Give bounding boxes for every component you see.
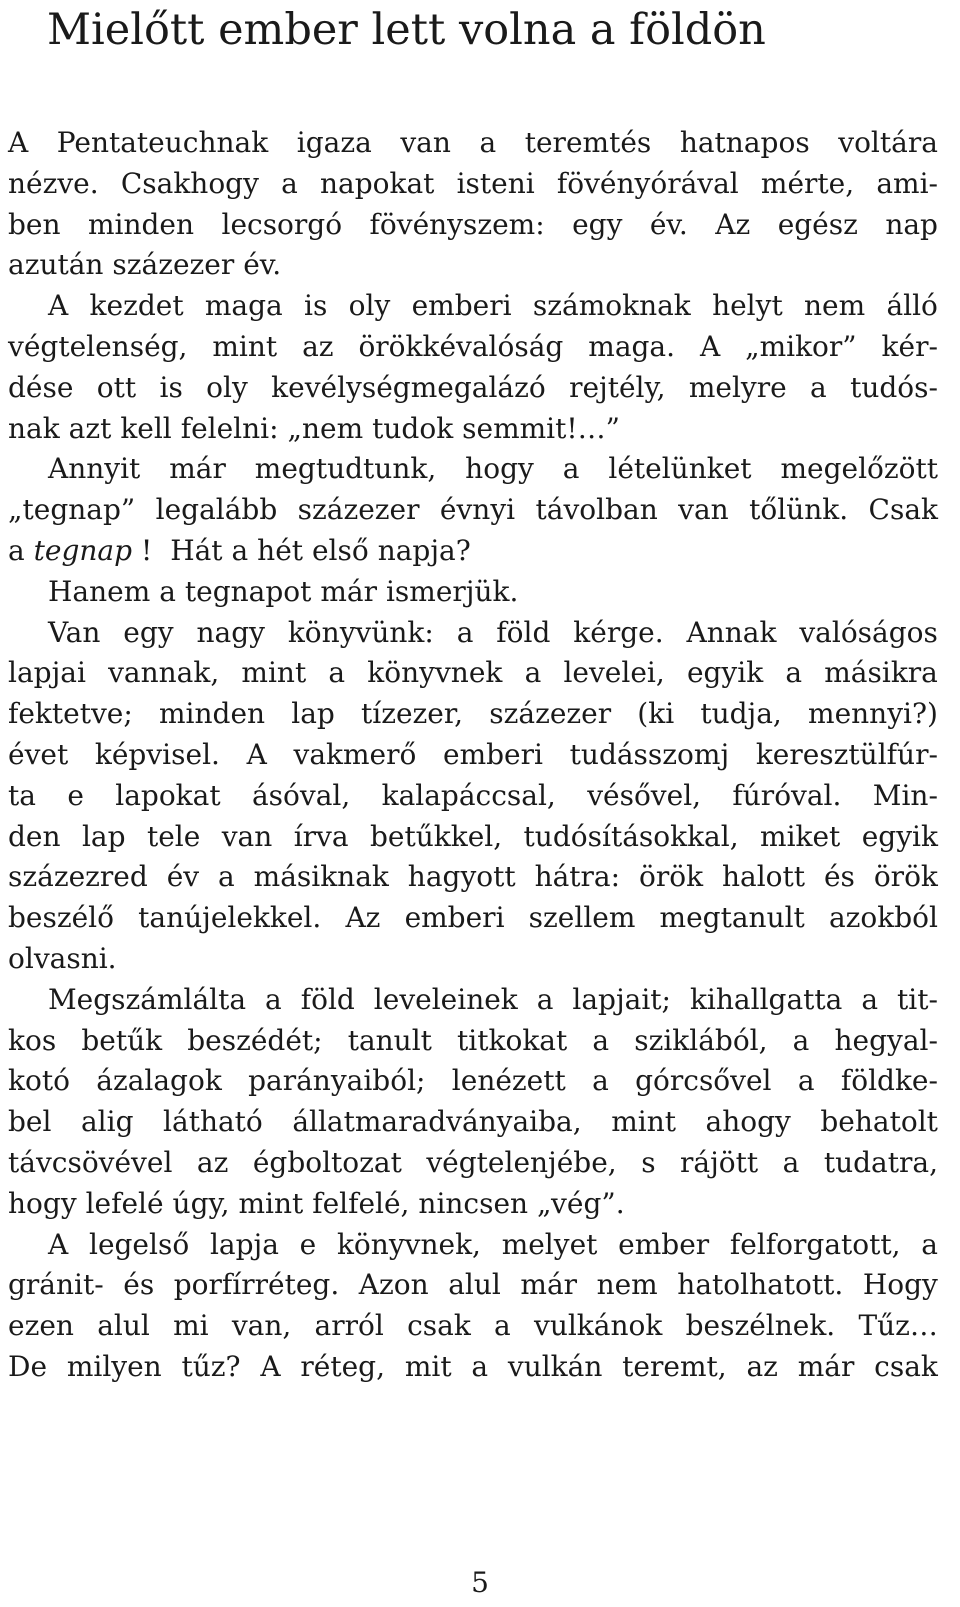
word: lap (81, 819, 126, 853)
word: De (8, 1349, 48, 1383)
word: tudok (372, 411, 454, 445)
word: megtanult (659, 901, 805, 935)
word: megelőzött (780, 452, 938, 486)
word: kihallgatta (689, 982, 843, 1016)
word: ami- (876, 166, 938, 200)
text-line (8, 776, 938, 817)
word: kezdet (89, 289, 184, 323)
word: a (328, 656, 346, 690)
word: ázalagok (96, 1064, 222, 1098)
text-line (8, 164, 938, 205)
word: első (311, 533, 369, 567)
word: a (792, 1023, 810, 1057)
word: igaza (296, 126, 372, 159)
word: a (536, 982, 554, 1016)
word: föld (300, 982, 355, 1016)
word: százezer (297, 493, 420, 527)
word: a (494, 1309, 511, 1343)
text-line (8, 1184, 938, 1225)
word: a (592, 1023, 610, 1057)
word: oly (206, 370, 248, 404)
word: év. (243, 248, 282, 282)
text-line (8, 327, 938, 368)
word: állatmaradványaiba, (292, 1105, 582, 1139)
word: a (456, 615, 474, 649)
word: mint (241, 656, 307, 690)
word: minden (158, 697, 266, 731)
word: hegyal- (834, 1023, 938, 1057)
word: rájött (680, 1145, 759, 1179)
word: az (746, 1349, 778, 1383)
word: tele (146, 819, 201, 853)
word: számoknak (532, 289, 691, 323)
word: (ki (637, 697, 675, 731)
word: könyvnek, (336, 1227, 481, 1261)
word: Csak (868, 493, 938, 527)
word: semmit!…” (462, 411, 620, 445)
word: Azon (358, 1268, 429, 1302)
word: kalapáccsal, (381, 778, 556, 812)
word: mint (611, 1105, 676, 1139)
word: emberi (443, 737, 543, 771)
word: lapja (209, 1227, 279, 1261)
text-line (8, 1061, 938, 1102)
word: másikra (824, 656, 938, 690)
word: százezred (8, 860, 148, 894)
word: könyvünk: (287, 615, 434, 649)
word: fektetve; (8, 697, 133, 731)
text-line (8, 368, 938, 409)
word: kevélységmegalázó (271, 370, 546, 404)
word: kos (8, 1023, 57, 1057)
text-line (8, 817, 938, 858)
word: is (159, 370, 183, 404)
word: legalább (155, 493, 278, 527)
word: nagy (196, 615, 265, 649)
word: e (299, 1227, 317, 1261)
word: tegnapot (184, 574, 312, 608)
word: mint (238, 1186, 304, 1220)
word: minden (87, 207, 195, 241)
word: vannak, (108, 656, 220, 690)
text-line (8, 613, 938, 654)
word: felelni: (180, 411, 279, 445)
word: a (810, 370, 827, 404)
word: égboltozat (252, 1145, 402, 1179)
word: egyik (861, 819, 938, 853)
word: tudja, (700, 697, 782, 731)
word: vulkán (507, 1349, 603, 1383)
word: a (159, 574, 176, 608)
word: kérge. (573, 615, 664, 649)
word: emberi (404, 901, 505, 935)
word: látható (163, 1105, 263, 1139)
word: hátra: (534, 860, 621, 894)
text-line (8, 1143, 938, 1184)
word: hatnapos (679, 126, 810, 159)
word: örök (873, 860, 938, 894)
word: tőlünk. (749, 493, 849, 527)
word: tudós- (850, 370, 938, 404)
text-line (8, 449, 938, 490)
word: hogy (8, 1186, 77, 1220)
word: végtelenjébe, (426, 1145, 617, 1179)
word: isteni (456, 166, 535, 200)
word: lapjai (8, 656, 86, 690)
word: s (641, 1145, 656, 1179)
word: távcsövével (8, 1145, 173, 1179)
word: A (48, 289, 69, 323)
word: lefelé (85, 1186, 164, 1220)
word: tudósításokkal, (523, 819, 739, 853)
word: ember (618, 1227, 710, 1261)
word: Annyit (48, 452, 141, 486)
word: azokból (828, 901, 938, 935)
word: Pentateuchnak (56, 126, 269, 159)
word: felforgatott, (729, 1227, 901, 1261)
text-line (8, 245, 938, 286)
word: nak (8, 411, 60, 445)
word: már (320, 574, 377, 608)
text-line (8, 653, 938, 694)
word: ahogy (705, 1105, 791, 1139)
word: alul (97, 1309, 150, 1343)
word: mi (173, 1309, 209, 1343)
word: nem (596, 1268, 658, 1302)
page-number: 5 (471, 1566, 489, 1599)
word: is (304, 289, 328, 323)
word: betűkkel, (369, 819, 503, 853)
word: A (260, 1349, 281, 1383)
text-line (8, 1306, 938, 1347)
word: a (921, 1227, 938, 1261)
word: a (861, 982, 879, 1016)
word: csak (874, 1349, 938, 1383)
word: tudásszomj (569, 737, 730, 771)
word: azt (68, 411, 112, 445)
text-line (8, 939, 938, 980)
word: képvisel. (94, 737, 220, 771)
word: A (8, 126, 29, 159)
word: tízezer, (361, 697, 464, 731)
word: hatolhatott. (677, 1268, 844, 1302)
text-line (8, 531, 938, 572)
word: A (699, 329, 721, 363)
word: mit (404, 1349, 452, 1383)
text-line (8, 1021, 938, 1062)
word: emberi (411, 289, 512, 323)
text-line (8, 205, 938, 246)
word: felfelé, (312, 1186, 410, 1220)
word: ta (8, 778, 36, 812)
word: Tűz… (858, 1309, 938, 1343)
word: mennyi?) (808, 697, 938, 731)
word: „tegnap” (8, 493, 136, 527)
word: a (479, 126, 497, 159)
word: távolban (535, 493, 658, 527)
word: nem (804, 289, 866, 323)
word: „mikor” (745, 329, 857, 363)
word: írva (293, 819, 349, 853)
word: legelső (88, 1227, 190, 1261)
word: vulkánok (534, 1309, 663, 1343)
word: mint (212, 329, 278, 363)
word: ezen (8, 1309, 74, 1343)
text-line (8, 898, 938, 939)
text-line (8, 409, 938, 450)
word: a (231, 533, 249, 567)
word: beszélnek. (685, 1309, 836, 1343)
word: vésővel, (587, 778, 702, 812)
word: beszélő (8, 901, 114, 935)
chapter-title: Mielőtt ember lett volna a földön (47, 5, 766, 55)
word: Hát (170, 533, 223, 567)
word: egy (572, 207, 623, 241)
word: Van (48, 615, 101, 649)
word: fövényórával (556, 166, 739, 200)
word: olvasni. (8, 941, 117, 975)
word: melyet (501, 1227, 598, 1261)
word: górcsővel (635, 1064, 772, 1098)
word: arról (314, 1309, 384, 1343)
word: örök (638, 860, 704, 894)
word: dése (8, 370, 74, 404)
word: végtelenség, (8, 329, 188, 363)
word: titkokat (457, 1023, 568, 1057)
word: levelei, (563, 656, 665, 690)
word: valóságos (799, 615, 938, 649)
word: mérte, (760, 166, 855, 200)
word: a (265, 982, 282, 1016)
word: napja? (377, 533, 471, 567)
word: a (524, 656, 542, 690)
word: van (678, 493, 729, 527)
word: a (592, 1064, 609, 1098)
word: szellem (528, 901, 636, 935)
word: az (302, 329, 334, 363)
word: leveleinek (373, 982, 518, 1016)
word: maga. (588, 329, 676, 363)
word: nap (885, 207, 938, 241)
word: azután (8, 248, 104, 282)
word: lenézett (451, 1064, 566, 1098)
word: Csakhogy (120, 166, 259, 200)
word: évet (8, 737, 69, 771)
word: már (520, 1268, 578, 1302)
word: den (8, 819, 61, 853)
word: a (797, 1064, 815, 1098)
word: behatolt (820, 1105, 938, 1139)
word: a (218, 860, 235, 894)
word: alul (448, 1268, 501, 1302)
word: oly (348, 289, 391, 323)
text-line (8, 694, 938, 735)
word: már (169, 452, 226, 486)
word: rejtély, (569, 370, 666, 404)
word: „vég”. (537, 1186, 625, 1220)
word: a (281, 166, 298, 200)
word: milyen (66, 1349, 162, 1383)
word: kotó (8, 1064, 70, 1098)
word: hagyott (407, 860, 516, 894)
word: nincsen (418, 1186, 529, 1220)
word: év. (649, 207, 688, 241)
word: százezer (489, 697, 612, 731)
word: könyvnek (367, 656, 503, 690)
word: Az (715, 207, 751, 241)
word: A (246, 737, 267, 771)
word (34, 531, 162, 572)
word: e (67, 778, 84, 812)
word: helyt (712, 289, 783, 323)
word: hogy (465, 452, 534, 486)
word: melyre (688, 370, 787, 404)
word: parányaiból; (248, 1064, 426, 1098)
text-line (8, 490, 938, 531)
italic-run: tegnap (33, 533, 133, 567)
word: van (400, 126, 451, 159)
word: egész (777, 207, 858, 241)
word: álló (886, 289, 938, 323)
word: örökkévalóság (358, 329, 564, 363)
word: voltára (838, 126, 938, 159)
word: van (221, 819, 273, 853)
word: Min- (872, 778, 938, 812)
word: tűz? (181, 1349, 241, 1383)
word: egy (123, 615, 174, 649)
text-line (8, 123, 938, 164)
word: és (823, 860, 855, 894)
word: maga (204, 289, 283, 323)
word: ben (8, 207, 61, 241)
word: lételünket (608, 452, 752, 486)
word: a (562, 452, 580, 486)
word: tanult (347, 1023, 432, 1057)
word: miket (760, 819, 841, 853)
word: nézve. (8, 166, 99, 200)
word: fövényszem: (369, 207, 545, 241)
word: földke- (840, 1064, 938, 1098)
word: az (196, 1145, 229, 1179)
word: ismerjük. (385, 574, 519, 608)
word: kell (120, 411, 172, 445)
word: százezer (112, 248, 235, 282)
word: alig (80, 1105, 134, 1139)
word: a (471, 1349, 489, 1383)
word: van, (231, 1309, 292, 1343)
word: megtudtunk, (254, 452, 437, 486)
word: bel (8, 1105, 52, 1139)
word: halott (721, 860, 806, 894)
word: a (782, 1145, 800, 1179)
word: lapjait; (572, 982, 671, 1016)
word: teremtés (524, 126, 652, 159)
word: beszédét; (187, 1023, 323, 1057)
text-line (8, 286, 938, 327)
word: egyik (686, 656, 764, 690)
word: lapokat (115, 778, 221, 812)
word: már (797, 1349, 855, 1383)
word: Hanem (48, 574, 151, 608)
body-text (8, 123, 938, 1388)
text-line (8, 1102, 938, 1143)
word: a (785, 656, 803, 690)
word: ásóval, (251, 778, 351, 812)
word: porfírréteg. (173, 1268, 340, 1302)
text-line (8, 735, 938, 776)
text-line (8, 572, 938, 613)
word: tudatra, (823, 1145, 938, 1179)
word: tanújelekkel. (138, 901, 322, 935)
word: tit- (896, 982, 938, 1016)
word: lap (291, 697, 335, 731)
word: a (8, 533, 25, 567)
text-line (8, 857, 938, 898)
word: évnyi (439, 493, 516, 527)
word: fúróval. (732, 778, 842, 812)
word: hét (257, 533, 304, 567)
text-line (8, 980, 938, 1021)
word: föld (496, 615, 551, 649)
word: úgy, (172, 1186, 230, 1220)
text-line (8, 1225, 938, 1266)
word: „nem (287, 411, 364, 445)
word: és (123, 1268, 155, 1302)
text-run: ! (141, 533, 153, 567)
word: év (166, 860, 200, 894)
word: napokat (319, 166, 435, 200)
word: keresztülfúr- (755, 737, 938, 771)
word: másiknak (253, 860, 389, 894)
word: Hogy (862, 1268, 938, 1302)
word: betűk (81, 1023, 163, 1057)
word: réteg, (300, 1349, 386, 1383)
word: Megszámlálta (48, 982, 247, 1016)
word: Az (345, 901, 381, 935)
word: lecsorgó (221, 207, 343, 241)
word: kér- (881, 329, 938, 363)
word: vakmerő (293, 737, 417, 771)
word: Annak (686, 615, 777, 649)
word: teremt, (622, 1349, 727, 1383)
word: sziklából, (634, 1023, 768, 1057)
word: gránit- (8, 1268, 104, 1302)
text-line (8, 1265, 938, 1306)
text-line (8, 1347, 938, 1388)
word: ott (96, 370, 137, 404)
word: A (48, 1227, 69, 1261)
word: csak (407, 1309, 471, 1343)
